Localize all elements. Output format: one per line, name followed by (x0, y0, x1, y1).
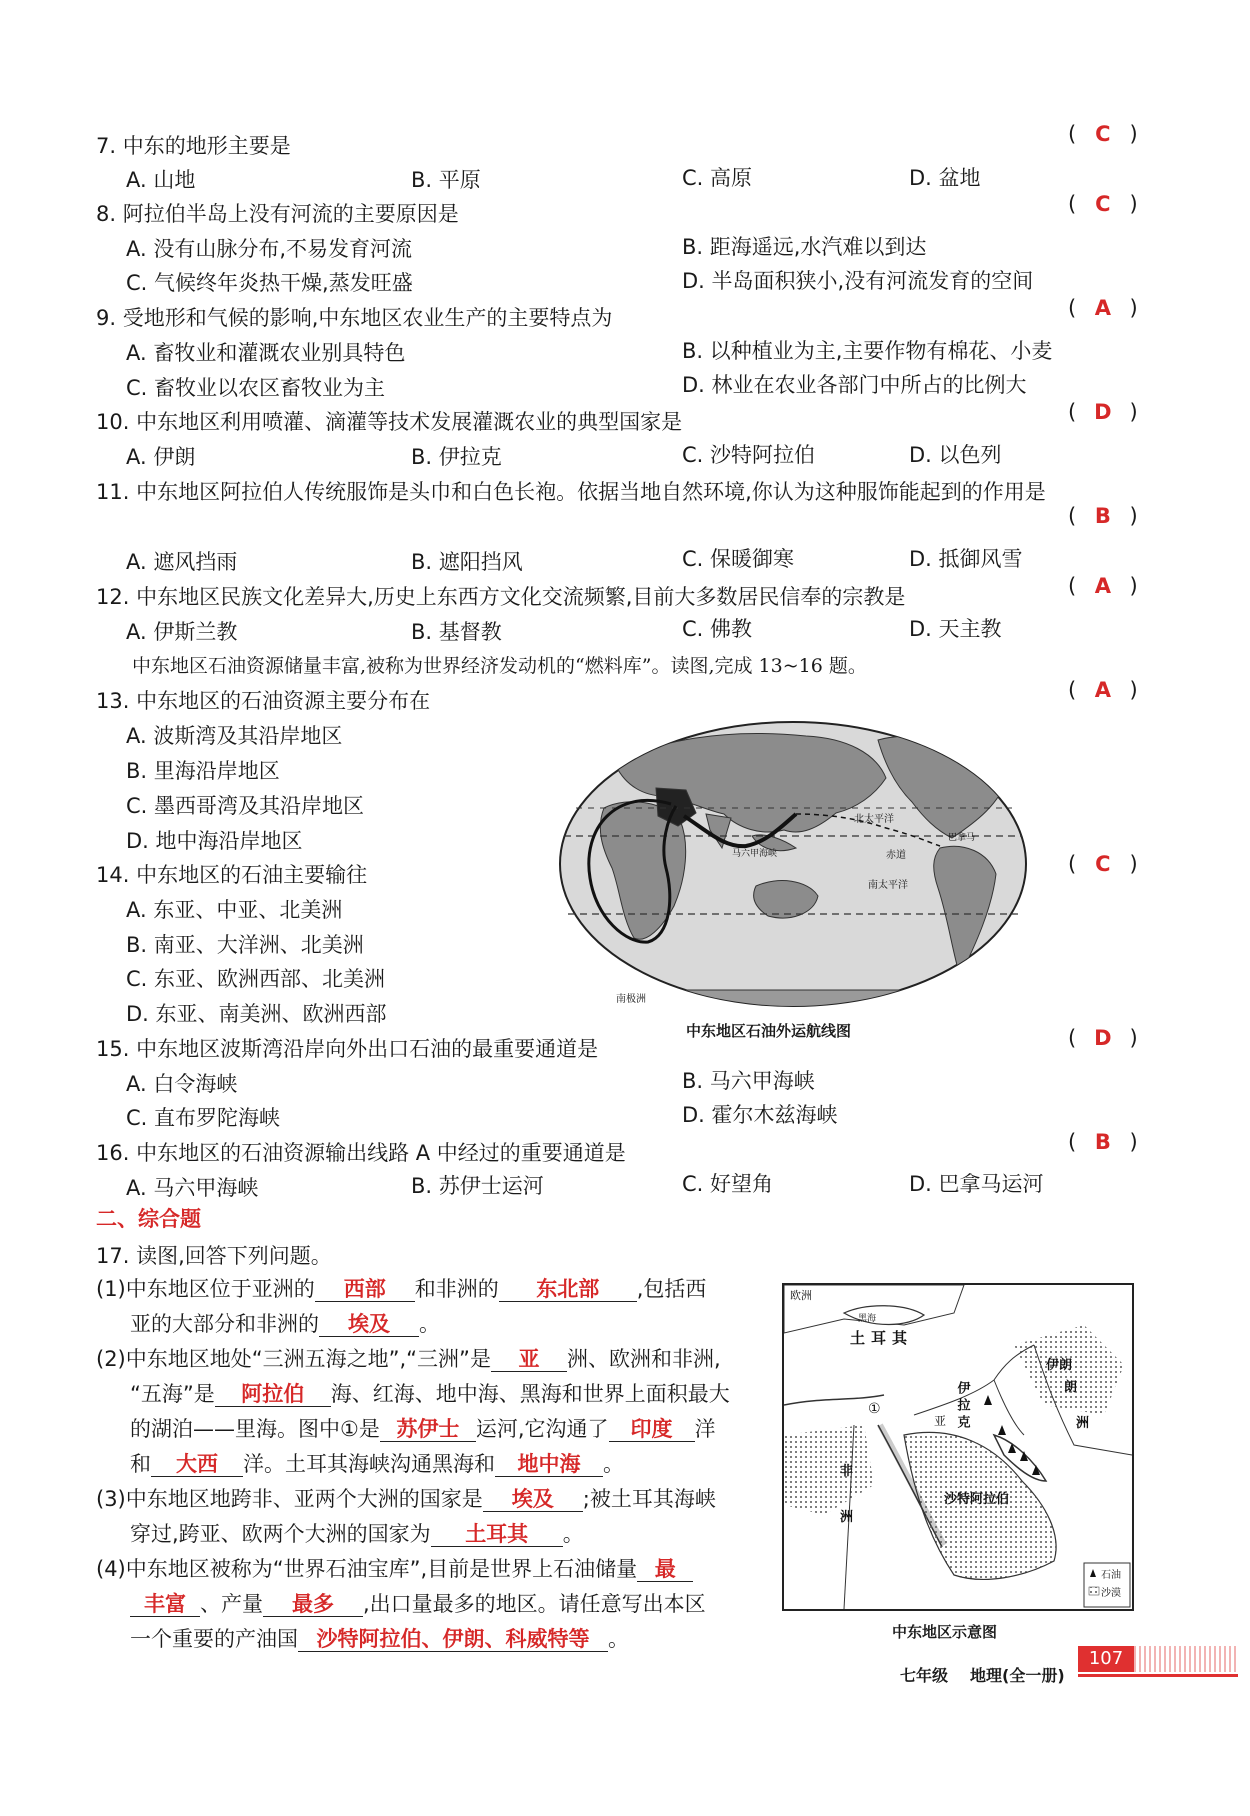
map-label-iran-2: 朗 (1064, 1380, 1078, 1395)
answer-blank: 沙特阿拉伯、伊朗、科威特等 (298, 1628, 608, 1652)
answer-blank: 苏伊士 (380, 1418, 476, 1442)
text: 洋。土耳其海峡沟通黑海和 (243, 1452, 495, 1476)
option: D. 东亚、南美洲、欧洲西部 (126, 1002, 387, 1026)
map-label-antarctica: 南极洲 (616, 994, 646, 1005)
option: C. 佛教 (682, 617, 753, 641)
answer-paren: ( A ) (1068, 296, 1140, 320)
text: 洲、欧洲和非洲, (566, 1347, 721, 1371)
text: (4)中东地区被称为“世界石油宝库”,目前是世界上石油储量 (96, 1557, 638, 1581)
map-label-europe: 欧洲 (790, 1289, 812, 1302)
question-stem: 14. 中东地区的石油主要输往 (96, 863, 368, 887)
answer-blank: 最 (637, 1558, 693, 1582)
option: D. 巴拿马运河 (909, 1172, 1044, 1196)
question-stem: 8. 阿拉伯半岛上没有河流的主要原因是 (96, 202, 459, 226)
map-label-north-pacific: 北太平洋 (854, 814, 894, 825)
middle-east-map-graphic (784, 1285, 1132, 1609)
answer-blank: 西部 (315, 1278, 415, 1302)
map-label-turkey: 土耳其 (850, 1329, 914, 1347)
map-label-malacca: 马六甲海峡 (732, 849, 778, 859)
page-number-decoration (1134, 1646, 1238, 1672)
answer-blank: 地中海 (495, 1453, 603, 1477)
world-oil-route-map (556, 718, 1031, 1008)
map-label-asia: 亚 (934, 1414, 947, 1428)
option: A. 畜牧业和灌溉农业别具特色 (126, 341, 406, 365)
legend-desert: 沙漠 (1101, 1588, 1121, 1599)
option: C. 墨西哥湾及其沿岸地区 (126, 794, 365, 818)
answer-letter: D (1094, 1026, 1114, 1050)
option: A. 山地 (126, 168, 196, 192)
world-map-caption: 中东地区石油外运航线图 (686, 1022, 852, 1040)
map-label-iran-3: 洲 (1076, 1416, 1090, 1431)
option: D. 以色列 (909, 443, 1002, 467)
text: (1)中东地区位于亚洲的 (96, 1277, 315, 1301)
option: C. 直布罗陀海峡 (126, 1106, 281, 1130)
option: D. 天主教 (909, 617, 1002, 641)
text: (2)中东地区地处“三洲五海之地”,“三洲”是 (96, 1347, 491, 1371)
text: 一个重要的产油国 (130, 1627, 298, 1651)
map-label-iran: 伊朗 (1046, 1358, 1073, 1373)
option: A. 伊朗 (126, 445, 196, 469)
text: 亚的大部分和非洲的 (130, 1312, 319, 1336)
map-label-south-pacific: 南太平洋 (868, 880, 908, 891)
option: A. 伊斯兰教 (126, 620, 238, 644)
option: B. 马六甲海峡 (682, 1069, 815, 1093)
answer-paren: ( D ) (1068, 400, 1140, 424)
map-label-saudi: 沙特阿拉伯 (944, 1492, 1010, 1507)
text: 、产量 (200, 1592, 263, 1616)
option: B. 距海遥远,水汽难以到达 (682, 235, 927, 259)
answer-letter: B (1094, 504, 1113, 528)
option: D. 地中海沿岸地区 (126, 829, 303, 853)
option: B. 平原 (411, 168, 481, 192)
page-number: 107 (1078, 1646, 1134, 1672)
text: 和非洲的 (414, 1277, 499, 1301)
question-stem: 7. 中东的地形主要是 (96, 134, 291, 158)
answer-blank: 埃及 (319, 1313, 419, 1337)
answer-blank: 阿拉伯 (215, 1383, 331, 1407)
answer-blank: 土耳其 (431, 1523, 563, 1547)
text: 。 (603, 1452, 624, 1476)
answer-paren: ( C ) (1068, 122, 1140, 146)
option: B. 遮阳挡风 (411, 550, 523, 574)
map-label-circled-one: ① (868, 1401, 881, 1417)
answer-letter: A (1094, 678, 1113, 702)
text: ;被土耳其海峡 (582, 1487, 716, 1511)
option: D. 霍尔木兹海峡 (682, 1103, 838, 1127)
text: 运河,它沟通了 (475, 1417, 609, 1441)
answer-letter: C (1095, 122, 1113, 146)
option: D. 盆地 (909, 166, 981, 190)
option: A. 波斯湾及其沿岸地区 (126, 724, 343, 748)
option: B. 南亚、大洋洲、北美洲 (126, 933, 364, 957)
middle-east-map (782, 1283, 1134, 1611)
question-stem: 16. 中东地区的石油资源输出线路 A 中经过的重要通道是 (96, 1141, 626, 1165)
option: C. 好望角 (682, 1172, 774, 1196)
map-label-africa-1: 非 (840, 1464, 854, 1479)
text: “五海”是 (130, 1382, 215, 1406)
question-stem: 9. 受地形和气候的影响,中东地区农业生产的主要特点为 (96, 306, 613, 330)
answer-blank: 最多 (263, 1593, 363, 1617)
answer-paren: ( A ) (1068, 678, 1140, 702)
answer-letter: D (1094, 400, 1114, 424)
answer-paren: ( B ) (1068, 1130, 1140, 1154)
answer-letter: C (1095, 192, 1113, 216)
option: B. 伊拉克 (411, 445, 502, 469)
text: 。 (608, 1627, 629, 1651)
intro-text: 中东地区石油资源储量丰富,被称为世界经济发动机的“燃料库”。读图,完成 13~16 题。 (132, 655, 867, 677)
option: D. 半岛面积狭小,没有河流发育的空间 (682, 269, 1034, 293)
option: B. 基督教 (411, 620, 502, 644)
option: C. 高原 (682, 166, 753, 190)
text: 。 (562, 1522, 584, 1546)
map-label-iraq: 伊拉克 (954, 1381, 970, 1432)
map-label-panama: 巴拿马 (948, 833, 976, 843)
question-stem: 15. 中东地区波斯湾沿岸向外出口石油的最重要通道是 (96, 1037, 599, 1061)
answer-paren: ( A ) (1068, 574, 1140, 598)
option: C. 畜牧业以农区畜牧业为主 (126, 376, 386, 400)
answer-blank: 东北部 (499, 1278, 637, 1302)
section-title: 二、综合题 (96, 1207, 201, 1231)
answer-letter: B (1094, 1130, 1113, 1154)
option: B. 苏伊士运河 (411, 1174, 544, 1198)
option: C. 保暖御寒 (682, 547, 795, 571)
option: D. 抵御风雪 (909, 547, 1023, 571)
option: A. 马六甲海峡 (126, 1176, 259, 1200)
option: C. 东亚、欧洲西部、北美洲 (126, 967, 386, 991)
answer-letter: C (1095, 852, 1113, 876)
map-label-black-sea: 黑海 (858, 1314, 877, 1324)
answer-paren: ( C ) (1068, 852, 1140, 876)
me-map-caption: 中东地区示意图 (892, 1623, 998, 1641)
answer-paren: ( C ) (1068, 192, 1140, 216)
option: D. 林业在农业各部门中所占的比例大 (682, 373, 1027, 397)
answer-blank: 埃及 (483, 1488, 583, 1512)
text: 的湖泊——里海。图中①是 (130, 1417, 380, 1441)
text: 海、红海、地中海、黑海和世界上面积最大 (330, 1382, 730, 1406)
question-stem: 13. 中东地区的石油资源主要分布在 (96, 689, 431, 713)
map-label-africa-2: 洲 (840, 1510, 854, 1525)
text: ,包括西 (636, 1277, 707, 1301)
answer-paren: ( B ) (1068, 504, 1140, 528)
option: A. 东亚、中亚、北美洲 (126, 898, 343, 922)
footer-grade: 七年级 (900, 1666, 949, 1685)
map-label-equator: 赤道 (886, 850, 906, 861)
answer-blank: 丰富 (130, 1593, 200, 1617)
legend-oil: 石油 (1101, 1570, 1121, 1581)
option: C. 气候终年炎热干燥,蒸发旺盛 (126, 271, 413, 295)
text: 穿过,跨亚、欧两个大洲的国家为 (130, 1522, 431, 1546)
option: A. 遮风挡雨 (126, 550, 238, 574)
answer-letter: A (1094, 296, 1113, 320)
answer-blank: 亚 (491, 1348, 567, 1372)
world-map-graphic (556, 718, 1031, 1008)
option: C. 沙特阿拉伯 (682, 443, 816, 467)
question-stem: 12. 中东地区民族文化差异大,历史上东西方文化交流频繁,目前大多数居民信奉的宗教是 (96, 585, 906, 609)
option: A. 没有山脉分布,不易发育河流 (126, 237, 413, 261)
text: 洋 (694, 1417, 716, 1441)
answer-paren: ( D ) (1068, 1026, 1140, 1050)
question-stem: 10. 中东地区利用喷灌、滴灌等技术发展灌溉农业的典型国家是 (96, 410, 683, 434)
text: 和 (130, 1452, 151, 1476)
option: A. 白令海峡 (126, 1072, 238, 1096)
answer-blank: 印度 (609, 1418, 695, 1442)
footer-rule (1078, 1674, 1238, 1677)
question-17-stem: 17. 读图,回答下列问题。 (96, 1244, 332, 1268)
footer-subject: 地理(全一册) (970, 1666, 1065, 1685)
text: ,出口量最多的地区。请任意写出本区 (363, 1592, 706, 1616)
option: B. 以种植业为主,主要作物有棉花、小麦 (682, 339, 1053, 363)
question-stem: 11. 中东地区阿拉伯人传统服饰是头巾和白色长袍。依据当地自然环境,你认为这种服饰能起到的作用是 (96, 480, 1046, 504)
answer-letter: A (1094, 574, 1113, 598)
text: (3)中东地区地跨非、亚两个大洲的国家是 (96, 1487, 483, 1511)
text: 。 (419, 1312, 440, 1336)
option: B. 里海沿岸地区 (126, 759, 280, 783)
answer-blank: 大西 (151, 1453, 243, 1477)
